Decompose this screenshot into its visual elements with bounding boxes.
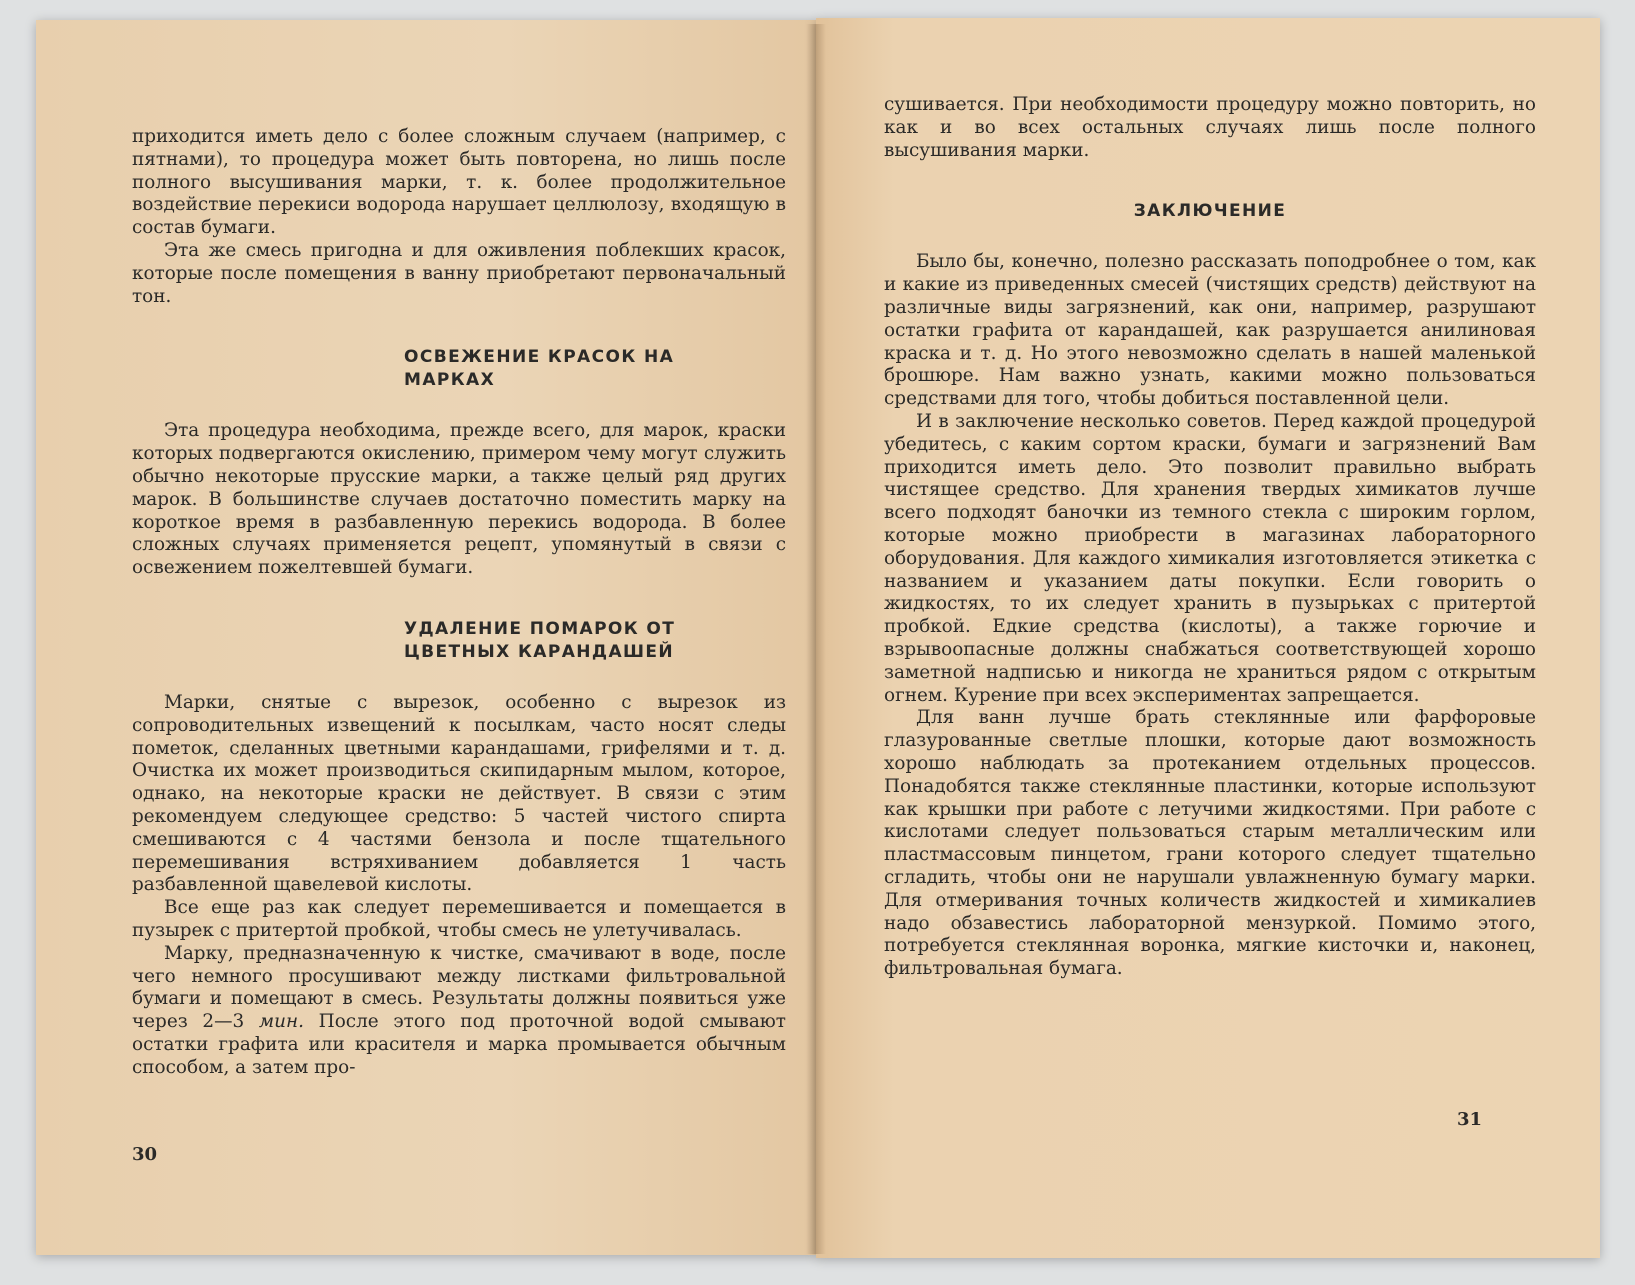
paragraph: Эта процедура необходима, прежде всего, для марок, краски которых подвергаются окислению, примером чему могут служить обычно некоторые прусские марки, а также целый ряд других марок. В большинстве случаев достаточно поместить марку на короткое время в разбавленную перекись водорода. В более сложных случаях применяется рецепт, упомянутый в связи с освежением пожелтевшей бумаги.: [132, 420, 786, 579]
page-number: 30: [132, 1144, 158, 1165]
section-heading-refresh-colors: [132, 346, 786, 392]
paragraph: Марки, снятые с вырезок, особенно с вырезок из сопроводительных извещений к посылкам, часто носят следы пометок, сделанных цветными карандашами, грифелями и т. д. Очистка их может производиться скипидарным мылом, которое, однако, на некоторые краски не действует. В связи с этим рекомендуем следующее средство: 5 частей чистого спирта смешиваются с 4 частями бензола и после тщательного перемешивания встряхиванием добавляется 1 часть разбавленной щавелевой кислоты.: [132, 691, 786, 896]
text-run: После этого под проточной водой смывают остатки графита или красителя и марка промывается обычным способом, а затем про-: [132, 1011, 786, 1078]
book-spine: [806, 24, 826, 1254]
paragraph: Эта же смесь пригодна и для оживления поблекших красок, которые после помещения в ванну приобретают первоначальный тон.: [132, 239, 786, 307]
unit-text: мин.: [258, 1011, 304, 1033]
paragraph: сушивается. При необходимости процедуру можно повторить, но как и во всех остальных случаях лишь после полного высушивания марки.: [884, 94, 1536, 161]
section-heading-conclusion: [884, 200, 1536, 223]
right-page: [816, 18, 1600, 1258]
heading-line: ОСВЕЖЕНИЕ КРАСОК НА: [404, 347, 675, 368]
heading-line: ЦВЕТНЫХ КАРАНДАШЕЙ: [404, 641, 675, 662]
paragraph: Было бы, конечно, полезно рассказать поподробнее о том, как и какие из приведенных смесей (чистящих средств) действуют на различные виды загрязнений, как они, например, разрушают остатки графита от карандашей, как разрушается анилиновая краска и т. д. Но этого невозможно сделать в нашей маленькой брошюре. Нам важно узнать, какими можно пользоваться средствами для того, чтобы добиться поставленной цели.: [884, 251, 1536, 410]
paragraph: Для ванн лучше брать стеклянные или фарфоровые глазурованные светлые плошки, которые дают возможность хорошо наблюдать за протеканием отдельных процессов. Понадобятся также стеклянные пластинки, которые используют как крышки при работе с летучими жидкостями. При работе с кислотами следует пользоваться старым металлическим или пластмассовым пинцетом, грани которого следует тщательно сгладить, чтобы они не нарушали увлажненную бумагу марки. Для отмеривания точных количеств жидкостей и химикалиев надо обзавестись лабораторной мензуркой. Помимо этого, потребуется стеклянная воронка, мягкие кисточки и, наконец, фильтровальная бумага.: [884, 707, 1536, 980]
text-run: Марку, предназначенную к чистке, смачивают в воде, после чего немного просушивают между листками фильтровальной бумаги и помещают в смесь. Результаты должны появиться уже через 2—3: [132, 942, 786, 1033]
left-page-text: [132, 126, 786, 1080]
right-page-text: [884, 94, 1536, 981]
heading-line: ЗАКЛЮЧЕНИЕ: [1133, 201, 1287, 222]
heading-line: УДАЛЕНИЕ ПОМАРОК ОТ: [404, 618, 676, 639]
paragraph: Все еще раз как следует перемешивается и помещается в пузырек с притертой пробкой, чтобы смесь не улетучивалась.: [132, 897, 786, 941]
paragraph: И в заключение несколько советов. Перед каждой процедурой убедитесь, с каким сортом краски, бумаги и загрязнений Вам приходится иметь дело. Это позволит правильно выбрать чистящее средство. Для хранения твердых химикатов лучше всего подходят баночки из темного стекла с широким горлом, которые можно приобрести в магазинах лабораторного оборудования. Для каждого химикалия изготовляется этикетка с названием и указанием даты покупки. Если говорить о жидкостях, то их следует хранить в пузырьках с притертой пробкой. Едкие средства (кислоты), а также горючие и взрывоопасные должны снабжаться соответствующей хорошо заметной надписью и никогда не храниться рядом с открытым огнем. Курение при всех экспериментах запрещается.: [884, 410, 1536, 706]
section-heading-pencil-marks: [132, 618, 786, 664]
paragraph: [132, 943, 786, 1080]
paragraph: приходится иметь дело с более сложным случаем (например, с пятнами), то процедура может быть повторена, но лишь после полного высушивания марки, т. к. более продолжительное воздействие перекиси водорода нарушает целлюлозу, входящую в состав бумаги.: [132, 126, 786, 239]
heading-line: МАРКАХ: [404, 370, 496, 391]
left-page: [36, 20, 816, 1255]
page-number: 31: [1456, 1109, 1482, 1130]
